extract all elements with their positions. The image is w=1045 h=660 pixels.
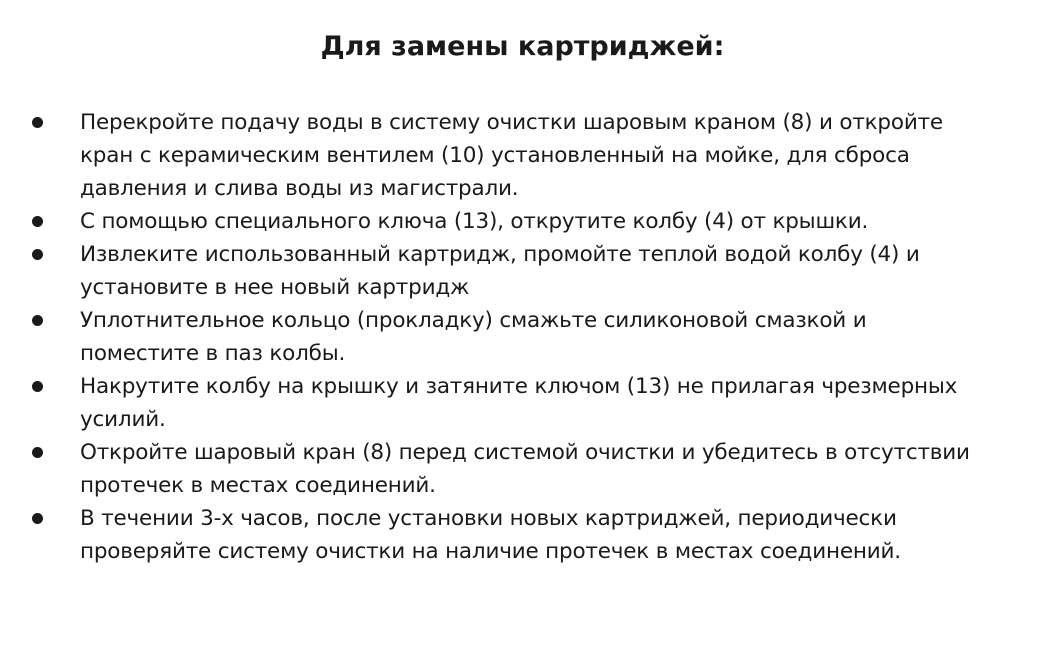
item-line: поместите в паз колбы. [80, 341, 346, 366]
bullet-icon [32, 513, 43, 524]
item-line: Откройте шаровый кран (8) перед системой очистки и убедитесь в отсутствии [80, 440, 970, 465]
bullet-icon [32, 381, 43, 392]
bullet-icon [32, 249, 43, 260]
item-line: кран с керамическим вентилем (10) установленный на мойке, для сброса [80, 143, 910, 168]
page-title: Для замены картриджей: [320, 31, 725, 62]
item-line: установите в нее новый картридж [80, 275, 470, 300]
item-line: Перекройте подачу воды в систему очистки шаровым краном (8) и откройте [80, 110, 943, 135]
bullet-icon [32, 315, 43, 326]
item-line: проверяйте систему очистки на наличие протечек в местах соединений. [80, 539, 901, 564]
item-line: Уплотнительное кольцо (прокладку) смажьте силиконовой смазкой и [80, 308, 867, 333]
item-line: В течении 3-х часов, после установки новых картриджей, периодически [80, 506, 897, 531]
item-line: протечек в местах соединений. [80, 473, 436, 498]
list-item [0, 370, 1045, 436]
instruction-list [0, 106, 1045, 568]
list-item [0, 436, 1045, 502]
list-item [0, 106, 1045, 205]
list-item [0, 502, 1045, 568]
item-line: усилий. [80, 407, 166, 432]
list-item [0, 238, 1045, 304]
list-item [0, 304, 1045, 370]
list-item [0, 205, 1045, 238]
item-line: давления и слива воды из магистрали. [80, 176, 519, 201]
item-line: Извлеките использованный картридж, промойте теплой водой колбу (4) и [80, 242, 920, 267]
bullet-icon [32, 447, 43, 458]
item-line: Накрутите колбу на крышку и затяните ключом (13) не прилагая чрезмерных [80, 374, 958, 399]
item-line: С помощью специального ключа (13), открутите колбу (4) от крышки. [80, 209, 869, 234]
bullet-icon [32, 117, 43, 128]
bullet-icon [32, 216, 43, 227]
